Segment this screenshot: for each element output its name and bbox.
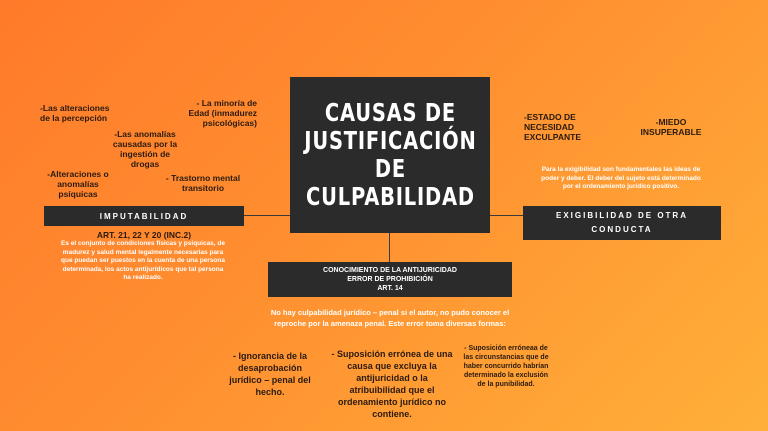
main-title-box	[290, 77, 490, 233]
item-alteraciones-anomalias: -Alteraciones o anomalías psíquicas	[47, 169, 109, 199]
exigibilidad-bar: EXIGIBILIDAD DE OTRA CONDUCTA	[523, 206, 721, 240]
imputabilidad-description: Es el conjunto de condiciones físicas y psíquicas, de madurez y salud mental legalmente necesarias para que puedan ser puestos en la cuenta de una persona determinada, los actos antijurídicos que tal persona ha realizado.	[61, 240, 225, 281]
connector-left	[244, 215, 290, 216]
conocimiento-bar	[268, 262, 512, 297]
item-trastorno-mental: - Trastorno mental transitorio	[165, 173, 241, 193]
form-suposicion-causa: - Suposición errónea de una causa que excluya la antijuricidad o la atribuibilidad que el ordenamiento jurídico no contiene.	[331, 349, 453, 419]
conocimiento-description: No hay culpabilidad jurídico – penal si el autor, no pudo conocer el reproche por la amenaza penal. Este error toma diversas formas:	[270, 308, 510, 328]
item-estado-necesidad: -ESTADO DE NECESIDAD EXCULPANTE	[524, 112, 581, 142]
connector-center	[389, 233, 390, 262]
conocimiento-bar-line3: ART. 14	[377, 285, 403, 292]
item-anomalias-drogas: -Las anomalías causadas por la ingestión de drogas	[112, 129, 178, 169]
exigibilidad-description: Para la exigibilidad son fundamentales las ideas de poder y deber. El deber del sujeto está determinado por el ordenamiento jurídico positivo.	[541, 166, 701, 190]
imputabilidad-bar: IMPUTABILIDAD	[44, 206, 244, 226]
conocimiento-bar-line1: CONOCIMIENTO DE LA ANTIJURICIDAD	[323, 267, 457, 274]
main-title: CAUSAS DE JUSTIFICACIÓN DE CULPABILIDAD	[303, 98, 477, 211]
item-minoria-edad: - La minoría de Edad (inmadurez psicológicas)	[188, 98, 257, 128]
conocimiento-bar-line2: ERROR DE PROHIBICIÓN	[347, 276, 433, 283]
item-miedo-insuperable: -MIEDO INSUPERABLE	[640, 117, 702, 137]
item-alteraciones-percepcion: -Las alteraciones de la percepción	[40, 103, 110, 123]
connector-right	[490, 215, 523, 216]
form-ignorancia: - Ignorancia de la desaprobación jurídico – penal del hecho.	[229, 351, 311, 397]
imputabilidad-article: ART. 21, 22 Y 20 (INC.2)	[96, 230, 192, 240]
form-suposicion-circunstancias: - Suposición erróneaa de las circunstancias que de haber concurrido habrían determinado la exclusión de la punibilidad.	[463, 345, 549, 388]
